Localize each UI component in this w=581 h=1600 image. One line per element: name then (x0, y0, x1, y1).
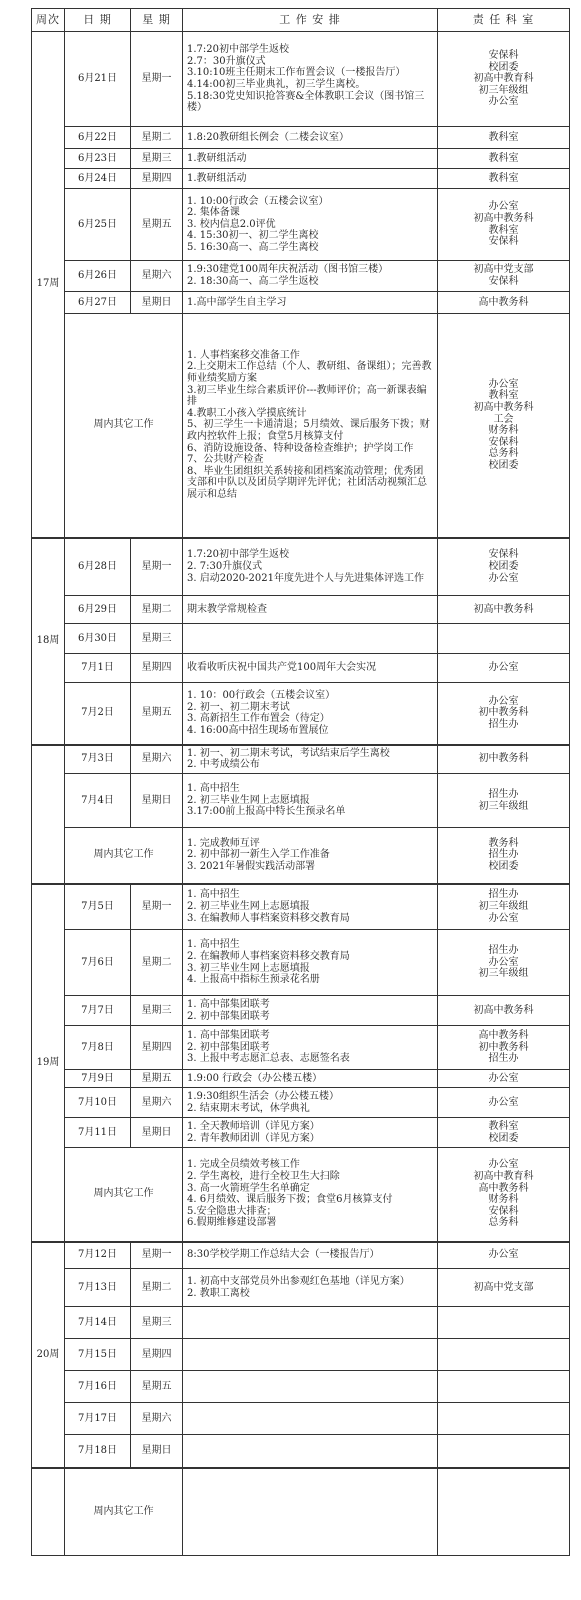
dept-cell (438, 1339, 570, 1371)
tasks-cell (183, 1269, 438, 1307)
table-row (32, 1371, 570, 1403)
weekday-cell: 星期五 (131, 1070, 183, 1088)
dept-cell (438, 624, 570, 654)
tasks-cell (183, 1026, 438, 1070)
dept-cell (438, 683, 570, 745)
line-text: 3. 高新招生工作布置会（待定） (187, 713, 330, 725)
date-cell: 6月29日 (65, 596, 131, 624)
dept-cell (438, 189, 570, 261)
line-text: 初高中教育科 (473, 1171, 534, 1183)
line-text: 3.10:10班主任期末工作布置会议（一楼报告厅） (187, 67, 406, 79)
dept-cell (438, 538, 570, 596)
dept-cell (438, 996, 570, 1026)
date-cell: 7月16日 (65, 1371, 131, 1403)
dept-cell (438, 314, 570, 538)
date-cell: 6月26日 (65, 261, 131, 292)
line-text: 校团委 (488, 460, 519, 472)
dept-cell (438, 1118, 570, 1148)
line-text: 招生办 (488, 1053, 519, 1065)
tasks-cell (183, 1070, 438, 1088)
tasks-cell (183, 654, 438, 683)
line-text: 教科室 (488, 172, 519, 184)
line-text: 安保科 (488, 1205, 519, 1217)
date-cell: 7月18日 (65, 1435, 131, 1468)
dept-cell (438, 32, 570, 127)
line-text: 2. 7:30升旗仪式 (187, 560, 263, 572)
line-text: 办公室 (488, 378, 519, 390)
line-text: 1. 高中招生 (187, 939, 240, 951)
tasks-cell (183, 745, 438, 774)
line-text: 2.上交期末工作总结（个人、教研组、备课组）；完善教师业绩奖励方案 (187, 361, 432, 385)
table-row (32, 624, 570, 654)
tasks-cell (183, 261, 438, 292)
header-date: 日 期 (65, 9, 131, 32)
line-text: 1. 10:00行政会（五楼会议室） (187, 195, 329, 207)
line-text: 初高中教务科 (473, 1004, 534, 1016)
line-text: 招生办 (488, 849, 519, 861)
table-row (32, 745, 570, 774)
line-text: 办公室 (488, 662, 519, 674)
tasks-cell (183, 930, 438, 996)
line-text: 2. 在编教师人事档案资料移交教育局 (187, 950, 350, 962)
date-cell: 6月23日 (65, 149, 131, 169)
table-row (32, 683, 570, 745)
table-row (32, 149, 570, 169)
line-text: 4. 上报高中指标生预录花名册 (187, 974, 320, 986)
week-label (32, 745, 65, 884)
weekday-cell: 星期一 (131, 538, 183, 596)
line-text: 1.教研组活动 (187, 172, 247, 184)
dept-cell (438, 1070, 570, 1088)
tasks-cell (183, 1118, 438, 1148)
line-text: 初高中党支部 (473, 1281, 534, 1293)
week-label: 20周 (32, 1242, 65, 1468)
line-text: 初三年级组 (478, 800, 529, 812)
table-row (32, 884, 570, 930)
dept-cell (438, 1468, 570, 1556)
line-text: 初三年级组 (478, 968, 529, 980)
table-row (32, 930, 570, 996)
line-text: 6.假期维修建设部署 (187, 1217, 277, 1229)
line-text: 2. 初三毕业生网上志愿填报 (187, 900, 310, 912)
weekday-cell: 星期五 (131, 1371, 183, 1403)
tasks-cell (183, 1403, 438, 1435)
line-text: 3.17:00前上报高中特长生预录名单 (187, 806, 346, 818)
line-text: 财务科 (488, 425, 519, 437)
line-text: 教科室 (488, 131, 519, 143)
other-work-row (32, 828, 570, 884)
line-text: 办公室 (488, 1072, 519, 1084)
weekday-cell: 星期日 (131, 1118, 183, 1148)
line-text: 安保科 (488, 50, 519, 62)
line-text: 办公室 (488, 956, 519, 968)
table-row (32, 1070, 570, 1088)
weekday-cell: 星期二 (131, 596, 183, 624)
line-text: 3. 校内信息2.0评优 (187, 218, 276, 230)
line-text: 初高中教育科 (473, 73, 534, 85)
line-text: 2. 集体备课 (187, 207, 240, 219)
line-text: 2. 初一、初二期末考试 (187, 701, 290, 713)
line-text: 期末教学常规检查 (187, 603, 267, 615)
line-text: 1.7:20初中部学生返校 (187, 549, 289, 561)
line-text: 教科室 (488, 390, 519, 402)
line-text: 4.教职工小孩入学摸底统计 (187, 407, 307, 419)
line-text: 1. 10：00行政会（五楼会议室） (187, 690, 336, 702)
line-text: 办公室 (488, 96, 519, 108)
line-text: 1. 完成教师互评 (187, 837, 260, 849)
weekday-cell: 星期一 (131, 884, 183, 930)
tasks-cell (183, 1088, 438, 1118)
table-header-row (32, 9, 570, 32)
line-text: 高中教务科 (478, 296, 529, 308)
line-text: 办公室 (488, 1249, 519, 1261)
line-text: 8:30学校学期工作总结大会（一楼报告厅） (187, 1249, 380, 1261)
dept-cell (438, 596, 570, 624)
line-text: 3. 高一火箭班学生名单确定 (187, 1182, 310, 1194)
tasks-cell (183, 1339, 438, 1371)
dept-cell (438, 1435, 570, 1468)
table-row (32, 32, 570, 127)
tasks-cell (183, 169, 438, 189)
weekday-cell: 星期六 (131, 745, 183, 774)
line-text: 4.14:00初三毕业典礼，初三学生离校。 (187, 79, 366, 90)
line-text: 教科室 (488, 224, 519, 236)
dept-cell (438, 1242, 570, 1269)
table-row (32, 1403, 570, 1435)
week-label: 17周 (32, 32, 65, 538)
date-cell: 6月30日 (65, 624, 131, 654)
date-cell: 6月27日 (65, 292, 131, 314)
table-row (32, 996, 570, 1026)
line-text: 安保科 (488, 436, 519, 448)
dept-cell (438, 292, 570, 314)
line-text: 1.7:20初中部学生返校 (187, 44, 289, 56)
table-row (32, 189, 570, 261)
line-text: 1. 全天教师培训（详见方案） (187, 1120, 320, 1132)
line-text: 校团委 (488, 560, 519, 572)
other-work-row (32, 314, 570, 538)
date-cell: 6月21日 (65, 32, 131, 127)
weekday-cell: 星期六 (131, 261, 183, 292)
line-text: 2. 初中部初一新生入学工作准备 (187, 849, 330, 861)
line-text: 1.高中部学生自主学习 (187, 296, 287, 308)
tasks-cell (183, 314, 438, 538)
line-text: 办公室 (488, 1159, 519, 1171)
table-row (32, 169, 570, 189)
tasks-cell (183, 32, 438, 127)
dept-cell (438, 127, 570, 149)
line-text: 5.18:30党史知识抢答赛&全体教职工会议（图书馆三楼） (187, 90, 425, 114)
weekday-cell: 星期四 (131, 1026, 183, 1070)
line-text: 招生办 (488, 788, 519, 800)
line-text: 1. 初高中支部党员外出参观红色基地（详见方案） (187, 1275, 410, 1287)
weekday-cell: 星期五 (131, 189, 183, 261)
tasks-cell (183, 596, 438, 624)
weekday-cell: 星期三 (131, 996, 183, 1026)
dept-cell (438, 1269, 570, 1307)
line-text: 5. 16:30高一、高二学生离校 (187, 241, 319, 253)
line-text: 办公室 (488, 572, 519, 584)
line-text: 安保科 (488, 236, 519, 248)
line-text: 初高中教务科 (473, 603, 534, 615)
dept-cell (438, 149, 570, 169)
line-text: 安保科 (488, 549, 519, 561)
table-row (32, 1435, 570, 1468)
line-text: 1.8:20教研组长例会（二楼会议室） (187, 131, 349, 143)
date-cell: 7月12日 (65, 1242, 131, 1269)
line-text: 2. 学生离校，进行全校卫生大扫除 (187, 1171, 340, 1183)
dept-cell (438, 774, 570, 828)
line-text: 办公室 (488, 912, 519, 924)
weekday-cell: 星期一 (131, 32, 183, 127)
dept-cell (438, 654, 570, 683)
date-cell: 7月2日 (65, 683, 131, 745)
line-text: 2. 初中部集团联考 (187, 1041, 270, 1053)
week-label: 18周 (32, 538, 65, 745)
line-text: 总务科 (488, 448, 519, 460)
date-cell: 7月9日 (65, 1070, 131, 1088)
other-work-row (32, 1148, 570, 1242)
date-cell: 7月15日 (65, 1339, 131, 1371)
other-work-label: 周内其它工作 (65, 1148, 183, 1242)
line-text: 校团委 (488, 61, 519, 73)
weekday-cell: 星期四 (131, 654, 183, 683)
date-cell: 7月4日 (65, 774, 131, 828)
table-row (32, 1118, 570, 1148)
line-text: 初高中教务科 (473, 212, 534, 224)
other-work-label: 周内其它工作 (65, 314, 183, 538)
line-text: 1. 高中部集团联考 (187, 1030, 270, 1042)
dept-cell (438, 828, 570, 884)
header-weekday: 星 期 (131, 9, 183, 32)
date-cell: 7月3日 (65, 745, 131, 774)
dept-cell (438, 1088, 570, 1118)
line-text: 招生办 (488, 945, 519, 957)
weekday-cell: 星期四 (131, 169, 183, 189)
line-text: 1.9:00 行政会（办公楼五楼） (187, 1072, 323, 1084)
weekday-cell: 星期日 (131, 774, 183, 828)
table-row (32, 654, 570, 683)
line-text: 2. 结束期末考试，休学典礼 (187, 1102, 310, 1114)
line-text: 初中教务科 (478, 753, 529, 765)
weekday-cell: 星期一 (131, 1242, 183, 1269)
line-text: 教科室 (488, 152, 519, 164)
line-text: 1. 高中招生 (187, 889, 240, 901)
table-row (32, 1088, 570, 1118)
header-week: 周次 (32, 9, 65, 32)
tasks-cell (183, 1435, 438, 1468)
table-row (32, 1026, 570, 1070)
line-text: 3. 在编教师人事档案资料移交教育局 (187, 912, 350, 924)
line-text: 3. 上报中考志愿汇总表、志愿签名表 (187, 1053, 350, 1065)
line-text: 初三年级组 (478, 84, 529, 96)
tasks-cell (183, 774, 438, 828)
line-text: 2. 青年教师团训（详见方案） (187, 1132, 320, 1144)
tasks-cell (183, 996, 438, 1026)
tasks-cell (183, 828, 438, 884)
header-tasks: 工 作 安 排 (183, 9, 438, 32)
line-text: 7、公共财产检查 (187, 454, 264, 466)
weekday-cell: 星期六 (131, 1403, 183, 1435)
line-text: 2. 初三毕业生网上志愿填报 (187, 794, 310, 806)
tasks-cell (183, 149, 438, 169)
weekday-cell: 星期日 (131, 1435, 183, 1468)
line-text: 校团委 (488, 861, 519, 873)
weekday-cell: 星期二 (131, 930, 183, 996)
line-text: 安保科 (488, 276, 519, 287)
dept-cell (438, 261, 570, 292)
table-row (32, 596, 570, 624)
dept-cell (438, 1403, 570, 1435)
line-text: 初三年级组 (478, 900, 529, 912)
dept-cell (438, 1026, 570, 1070)
line-text: 2. 教职工离校 (187, 1287, 250, 1299)
line-text: 初中教务科 (478, 707, 529, 719)
line-text: 1. 人事档案移交准备工作 (187, 349, 300, 361)
line-text: 初高中党支部 (473, 264, 534, 276)
date-cell: 7月17日 (65, 1403, 131, 1435)
line-text: 3.初三毕业生综合素质评价---教师评价；高一新课表编排 (187, 384, 427, 408)
table-row (32, 774, 570, 828)
line-text: 4. 15:30初一、初二学生离校 (187, 230, 319, 242)
table-row (32, 292, 570, 314)
line-text: 1.9:30组织生活会（办公楼五楼） (187, 1090, 339, 1102)
line-text: 3. 初三毕业生网上志愿填报 (187, 962, 310, 974)
week-label (32, 1468, 65, 1556)
tasks-cell (183, 683, 438, 745)
line-text: 1. 完成全员绩效考核工作 (187, 1159, 300, 1171)
line-text: 1. 初一、初二期末考试，考试结束后学生离校 (187, 747, 390, 759)
line-text: 教务科 (488, 837, 519, 849)
date-cell: 7月10日 (65, 1088, 131, 1118)
line-text: 1.9:30建党100周年庆祝活动（图书馆三楼） (187, 264, 389, 276)
dept-cell (438, 1307, 570, 1339)
dept-cell (438, 1371, 570, 1403)
line-text: 招生办 (488, 889, 519, 901)
line-text: 1.教研组活动 (187, 152, 247, 164)
other-work-label: 周内其它工作 (65, 828, 183, 884)
line-text: 1. 高中招生 (187, 783, 240, 795)
date-cell: 7月13日 (65, 1269, 131, 1307)
tasks-cell (183, 127, 438, 149)
line-text: 1. 高中部集团联考 (187, 998, 270, 1010)
weekday-cell: 星期三 (131, 1307, 183, 1339)
weekday-cell: 星期四 (131, 1339, 183, 1371)
date-cell: 7月14日 (65, 1307, 131, 1339)
tasks-cell (183, 1242, 438, 1269)
tasks-cell (183, 189, 438, 261)
line-text: 2. 18:30高一、高二学生返校 (187, 276, 319, 287)
line-text: 3. 启动2020-2021年度先进个人与先进集体评选工作 (187, 572, 424, 584)
weekday-cell: 星期五 (131, 683, 183, 745)
weekday-cell: 星期二 (131, 1269, 183, 1307)
date-cell: 7月1日 (65, 654, 131, 683)
tasks-cell (183, 1307, 438, 1339)
tasks-cell (183, 1468, 438, 1556)
tasks-cell (183, 292, 438, 314)
weekday-cell: 星期六 (131, 1088, 183, 1118)
date-cell: 7月5日 (65, 884, 131, 930)
header-dept: 责 任 科 室 (438, 9, 570, 32)
week-label: 19周 (32, 884, 65, 1242)
line-text: 4. 16:00高中招生现场布置展位 (187, 724, 329, 736)
date-cell: 6月28日 (65, 538, 131, 596)
line-text: 工会 (493, 413, 514, 425)
line-text: 校团委 (488, 1132, 519, 1144)
table-row (32, 1339, 570, 1371)
dept-cell (438, 930, 570, 996)
line-text: 办公室 (488, 695, 519, 707)
line-text: 6、消防设施设备、特种设备检查维护；护学岗工作 (187, 442, 414, 454)
tasks-cell (183, 1148, 438, 1242)
tasks-cell (183, 884, 438, 930)
weekday-cell: 星期日 (131, 292, 183, 314)
table-row (32, 1269, 570, 1307)
tasks-cell (183, 1371, 438, 1403)
line-text: 4. 6月绩效、课后服务下拨；食堂6月核算支付 (187, 1194, 393, 1206)
line-text: 教科室 (488, 1120, 519, 1132)
date-cell: 6月24日 (65, 169, 131, 189)
line-text: 5.安全隐患大排查； (187, 1205, 277, 1217)
weekday-cell: 星期二 (131, 127, 183, 149)
line-text: 办公室 (488, 201, 519, 213)
table-row (32, 538, 570, 596)
line-text: 办公室 (488, 1096, 519, 1108)
table-row (32, 127, 570, 149)
line-text: 收看收听庆祝中国共产党100周年大会实况 (187, 662, 377, 674)
line-text: 初中教务科 (478, 1041, 529, 1053)
table-row (32, 261, 570, 292)
other-work-label: 周内其它工作 (65, 1468, 183, 1556)
line-text: 8、毕业生团组织关系转接和团档案流动管理；优秀团支部和中队以及团员学期评先评优；社团活动视频汇总展示和总结 (187, 465, 427, 501)
line-text: 初高中教务科 (473, 402, 534, 414)
line-text: 5、初三学生一卡通清退；5月绩效、课后服务下拨；财政内控软件上报；食堂5月核算支付 (187, 419, 430, 443)
tasks-cell (183, 624, 438, 654)
line-text: 高中教务科 (478, 1030, 529, 1042)
line-text: 2. 初中部集团联考 (187, 1010, 270, 1022)
dept-cell (438, 745, 570, 774)
dept-cell (438, 1148, 570, 1242)
table-row (32, 1242, 570, 1269)
date-cell: 6月25日 (65, 189, 131, 261)
line-text: 3. 2021年暑假实践活动部署 (187, 861, 316, 873)
weekday-cell: 星期三 (131, 624, 183, 654)
other-work-row (32, 1468, 570, 1556)
tasks-cell (183, 538, 438, 596)
table-row (32, 1307, 570, 1339)
line-text: 招生办 (488, 719, 519, 731)
line-text: 2.7：30升旗仪式 (187, 55, 266, 67)
schedule-document (31, 8, 569, 1556)
date-cell: 7月11日 (65, 1118, 131, 1148)
weekday-cell: 星期三 (131, 149, 183, 169)
date-cell: 7月8日 (65, 1026, 131, 1070)
date-cell: 7月7日 (65, 996, 131, 1026)
line-text: 2. 中考成绩公布 (187, 759, 260, 771)
line-text: 财务科 (488, 1194, 519, 1206)
dept-cell (438, 169, 570, 189)
dept-cell (438, 884, 570, 930)
line-text: 总务科 (488, 1217, 519, 1229)
date-cell: 7月6日 (65, 930, 131, 996)
line-text: 高中教务科 (478, 1182, 529, 1194)
work-schedule-table (31, 8, 570, 1556)
date-cell: 6月22日 (65, 127, 131, 149)
